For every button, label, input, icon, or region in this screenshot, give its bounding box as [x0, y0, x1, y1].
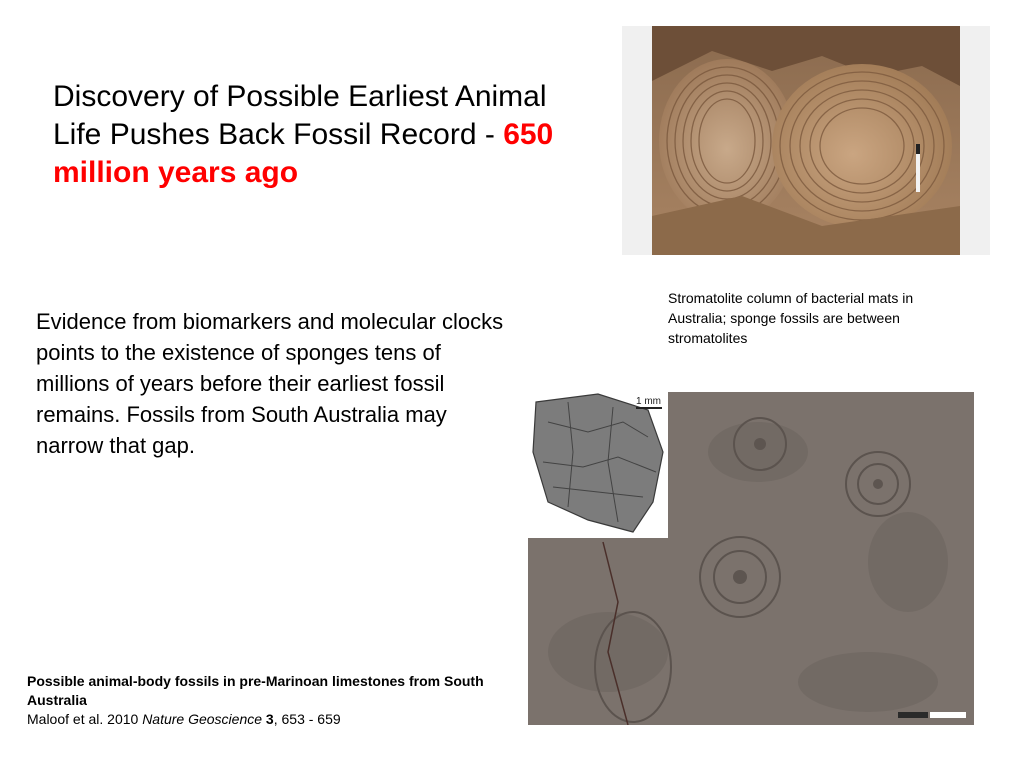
- stromatolite-photo: [622, 26, 990, 255]
- scale-bar-label: 1 mm: [636, 396, 661, 407]
- citation-journal: Nature Geoscience: [142, 711, 263, 727]
- citation: [27, 710, 517, 729]
- stromatolite-caption: Stromatolite column of bacterial mats in Australia; sponge fossils are between stromatolites: [668, 290, 914, 346]
- body-paragraph: Evidence from biomarkers and molecular clocks points to the existence of sponges tens of millions of years before their earliest fossil remains. Fossils from South Australia may narrow that gap.: [36, 309, 504, 458]
- citation-authors: Maloof et al. 2010: [27, 711, 143, 727]
- fossil-caption: [27, 672, 517, 729]
- slide-title: [53, 78, 573, 192]
- citation-volume: 3: [265, 711, 274, 727]
- title-highlight: 650 million years ago: [53, 118, 554, 189]
- fossil-caption-title: Possible animal-body fossils in pre-Marinoan limestones from South Australia: [27, 673, 484, 708]
- title-prefix: Discovery of Possible Earliest Animal Life Pushes Back Fossil Record -: [53, 80, 547, 151]
- citation-pages: , 653 - 659: [273, 711, 341, 727]
- sponge-fossil-photo: [528, 392, 974, 725]
